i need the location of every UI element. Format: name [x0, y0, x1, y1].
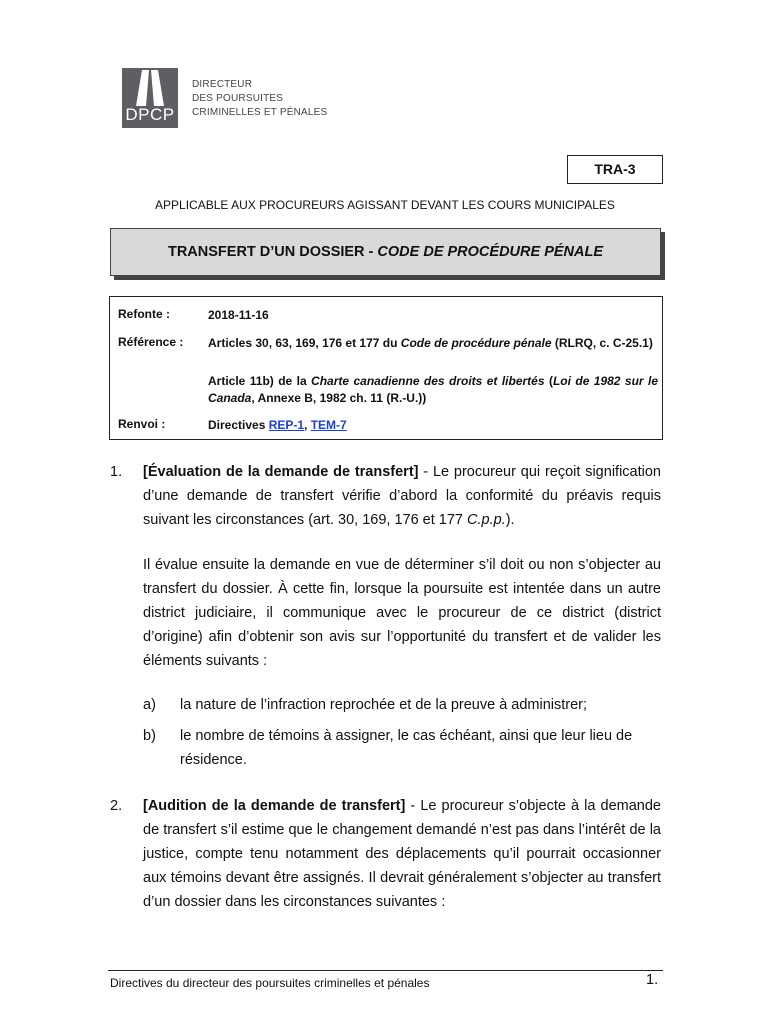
title-italic: CODE DE PROCÉDURE PÉNALE	[377, 244, 604, 260]
ref2-italic-1: Charte canadienne des droits et libertés	[311, 374, 545, 388]
renvoi-value	[208, 417, 658, 434]
ref2-paren: (	[544, 374, 553, 388]
dpcp-logo	[122, 68, 327, 128]
ref1-end: (RLRQ, c. C-25.1)	[551, 336, 653, 350]
logo-line-2: DES POURSUITES	[192, 93, 284, 104]
reference-value-1	[208, 335, 658, 352]
reference-value-2	[208, 373, 658, 407]
logo-emblem-icon	[122, 68, 178, 108]
document-title	[110, 228, 661, 276]
ref2-italic-2: Loi de 1982 sur le Canada	[208, 374, 658, 405]
item-number-2: 2.	[110, 798, 123, 814]
item-number-1: 1.	[110, 464, 123, 480]
refonte-value: 2018-11-16	[208, 308, 269, 322]
paragraph-2-heading: [Audition de la demande de transfert]	[143, 798, 406, 814]
paragraph-1b: Il évalue ensuite la demande en vue de déterminer s’il doit ou non s’objecter au transfert du dossier. À cette fin, lorsque la poursuite est intentée dans un autre district judiciaire, il communique avec le procureur de ce district (district d’origine) afin d’obtenir son avis sur l’opportunité du transfert et de valider les éléments suivants :	[143, 557, 661, 669]
renvoi-prefix: Directives	[208, 418, 269, 432]
logo-abbr: DPCP	[125, 105, 175, 124]
ref1-text: Articles 30, 63, 169, 176 et 177 du	[208, 336, 401, 350]
footer-text: Directives du directeur des poursuites criminelles et pénales	[110, 976, 430, 990]
paragraph-1-italic: C.p.p.	[467, 512, 506, 528]
paragraph-1-text: - Le procureur qui reçoit signification d’une demande de transfert vérifie d’abord la conformité du préavis requis suivant les circonstances (art. 30, 169, 176 et 177	[143, 464, 661, 528]
paragraph-1-heading: [Évaluation de la demande de transfert]	[143, 464, 419, 480]
renvoi-separator: ,	[304, 418, 311, 432]
paragraph-2	[143, 794, 661, 914]
title-main: TRANSFERT D’UN DOSSIER -	[167, 244, 378, 260]
logo-line-1: DIRECTEUR	[192, 79, 253, 90]
page-number: 1.	[646, 972, 659, 988]
sub-item-b-text: le nombre de témoins à assigner, le cas échéant, ainsi que leur lieu de résidence.	[180, 728, 633, 768]
paragraph-1-end: ).	[505, 512, 515, 528]
applicability-note: APPLICABLE AUX PROCUREURS AGISSANT DEVANT LES COURS MUNICIPALES	[155, 198, 615, 212]
reference-label: Référence :	[118, 335, 184, 349]
document-code: TRA-3	[567, 155, 663, 184]
paragraph-2-text: - Le procureur s’objecte à la demande de transfert s’il estime que le changement demandé n’est pas dans l’intérêt de la justice, compte tenu notamment des déplacements qu’il pourrait occasionner aux témoins devant être assignés. Il devrait généralement s’objecter au transfert d’un dossier dans les circonstances suivantes :	[143, 798, 661, 910]
ref1-italic: Code de procédure pénale	[400, 336, 552, 350]
renvoi-label: Renvoi :	[118, 417, 166, 431]
sub-item-b-label: b)	[143, 728, 156, 744]
logo-line-3: CRIMINELLES ET PÉNALES	[192, 107, 328, 118]
footer-divider	[108, 970, 663, 971]
ref2-text: Article 11b) de la	[208, 374, 312, 388]
logo-text	[192, 78, 327, 120]
ref2-end: , Annexe B, 1982 ch. 11 (R.-U.))	[251, 391, 427, 405]
sub-item-a-text: la nature de l’infraction reprochée et de la preuve à administrer;	[180, 697, 588, 713]
refonte-label: Refonte :	[118, 307, 170, 321]
sub-item-a-label: a)	[143, 697, 156, 713]
paragraph-1	[143, 460, 661, 532]
rep-1-link[interactable]: REP-1	[268, 418, 305, 432]
tem-7-link[interactable]: TEM-7	[310, 418, 347, 432]
logo-mark	[122, 68, 178, 128]
metadata-box	[109, 296, 663, 440]
